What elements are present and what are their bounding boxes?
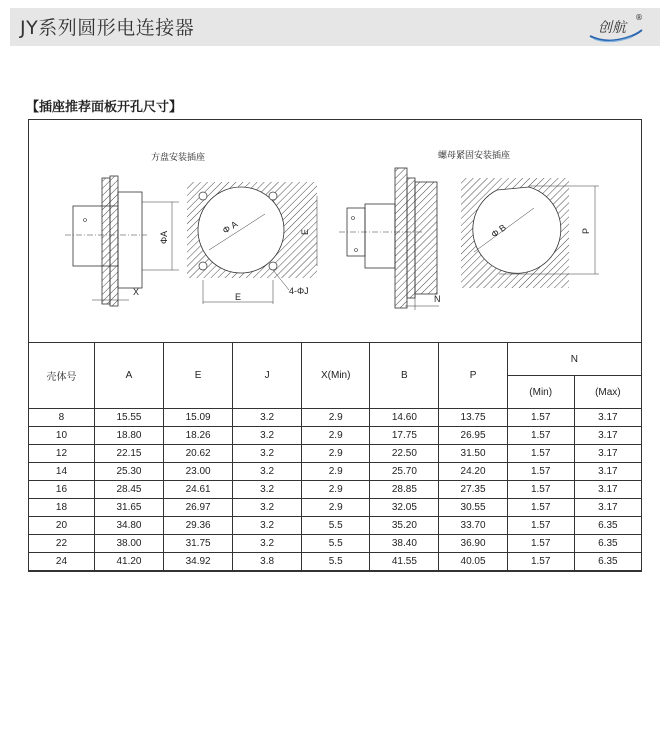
- table-cell: 3.8: [233, 553, 302, 571]
- table-cell: 1.57: [507, 445, 574, 463]
- n-label: N: [434, 294, 441, 304]
- table-cell: 6.35: [574, 517, 641, 535]
- table-cell: 31.50: [439, 445, 507, 463]
- table-cell: 29.36: [164, 517, 233, 535]
- p-label: P: [581, 227, 591, 234]
- table-cell: 1.57: [507, 409, 574, 427]
- table-cell: 1.57: [507, 553, 574, 571]
- table-cell: 1.57: [507, 427, 574, 445]
- table-cell: 28.45: [94, 481, 163, 499]
- table-cell: 2.9: [302, 463, 370, 481]
- table-cell: 1.57: [507, 535, 574, 553]
- table-cell: 33.70: [439, 517, 507, 535]
- table-cell: 23.00: [164, 463, 233, 481]
- table-row: [29, 463, 642, 481]
- header-p: P: [439, 343, 507, 409]
- table-cell: 1.57: [507, 499, 574, 517]
- table-cell: 35.20: [370, 517, 439, 535]
- right-caption: 螺母紧固安装插座: [438, 151, 511, 161]
- table-cell: 40.05: [439, 553, 507, 571]
- table-cell: 3.2: [233, 499, 302, 517]
- table-cell: 3.2: [233, 517, 302, 535]
- table-cell: 41.20: [94, 553, 163, 571]
- table-cell: 16: [29, 481, 95, 499]
- table-cell: 30.55: [439, 499, 507, 517]
- table-cell: 25.70: [370, 463, 439, 481]
- table-cell: 38.00: [94, 535, 163, 553]
- table-cell: 3.17: [574, 409, 641, 427]
- table-cell: 5.5: [302, 535, 370, 553]
- table-row: [29, 445, 642, 463]
- table-cell: 24: [29, 553, 95, 571]
- table-cell: 34.92: [164, 553, 233, 571]
- spec-frame: [28, 119, 642, 572]
- table-cell: 1.57: [507, 517, 574, 535]
- table-cell: 3.17: [574, 499, 641, 517]
- table-cell: 2.9: [302, 427, 370, 445]
- table-cell: 2.9: [302, 481, 370, 499]
- phiB-circle-label: Φ B: [489, 222, 508, 240]
- table-cell: 31.75: [164, 535, 233, 553]
- table-cell: 41.55: [370, 553, 439, 571]
- table-cell: 24.20: [439, 463, 507, 481]
- table-cell: 14: [29, 463, 95, 481]
- table-row: [29, 409, 642, 427]
- header-e: E: [164, 343, 233, 409]
- table-cell: 13.75: [439, 409, 507, 427]
- table-cell: 12: [29, 445, 95, 463]
- table-cell: 5.5: [302, 553, 370, 571]
- table-cell: 22.50: [370, 445, 439, 463]
- table-cell: 24.61: [164, 481, 233, 499]
- table-row: [29, 535, 642, 553]
- table-cell: 3.17: [574, 427, 641, 445]
- table-cell: 36.90: [439, 535, 507, 553]
- header-x-min: X(Min): [302, 343, 370, 409]
- table-row: [29, 481, 642, 499]
- table-cell: 26.97: [164, 499, 233, 517]
- dimension-table: [28, 342, 642, 571]
- table-cell: 1.57: [507, 481, 574, 499]
- table-cell: 15.09: [164, 409, 233, 427]
- table-cell: 6.35: [574, 535, 641, 553]
- table-cell: 17.75: [370, 427, 439, 445]
- table-row: [29, 427, 642, 445]
- header-j: J: [233, 343, 302, 409]
- table-cell: 3.2: [233, 481, 302, 499]
- header-b: B: [370, 343, 439, 409]
- table-cell: 1.57: [507, 463, 574, 481]
- table-cell: 3.2: [233, 427, 302, 445]
- brand-logo: [586, 10, 646, 44]
- table-cell: 14.60: [370, 409, 439, 427]
- table-cell: 27.35: [439, 481, 507, 499]
- jam-nut-receptacle-drawing: [339, 168, 441, 310]
- phiJ-label: 4-ΦJ: [289, 286, 309, 296]
- table-cell: 3.17: [574, 463, 641, 481]
- e-vertical-label: E: [300, 228, 310, 235]
- table-cell: 3.2: [233, 535, 302, 553]
- table-cell: 10: [29, 427, 95, 445]
- table-cell: 15.55: [94, 409, 163, 427]
- table-cell: 18.26: [164, 427, 233, 445]
- table-cell: 32.05: [370, 499, 439, 517]
- phiA-circle-label: Φ A: [220, 218, 240, 236]
- table-body: [29, 409, 642, 571]
- header-n-max: (Max): [574, 376, 641, 409]
- header-a: A: [94, 343, 163, 409]
- table-cell: 38.40: [370, 535, 439, 553]
- x-label: X: [133, 287, 140, 297]
- header-shell: 壳体号: [29, 343, 95, 409]
- table-cell: 20.62: [164, 445, 233, 463]
- table-cell: 28.85: [370, 481, 439, 499]
- left-caption: 方盘安装插座: [151, 153, 206, 163]
- table-cell: 2.9: [302, 409, 370, 427]
- table-cell: 2.9: [302, 445, 370, 463]
- table-cell: 20: [29, 517, 95, 535]
- table-cell: 3.2: [233, 409, 302, 427]
- square-flange-receptacle-drawing: [65, 176, 179, 306]
- table-cell: 5.5: [302, 517, 370, 535]
- phiA-side-label: ΦA: [159, 230, 169, 244]
- table-row: [29, 517, 642, 535]
- table-cell: 22: [29, 535, 95, 553]
- e-horizontal-label: E: [235, 292, 242, 302]
- table-cell: 8: [29, 409, 95, 427]
- page-title: JY系列圆形电连接器: [20, 17, 195, 39]
- table-cell: 22.15: [94, 445, 163, 463]
- table-cell: 31.65: [94, 499, 163, 517]
- panel-cutout-diagram: [29, 120, 641, 342]
- table-row: [29, 499, 642, 517]
- square-panel-cutout: [187, 182, 317, 304]
- table-cell: 3.2: [233, 463, 302, 481]
- table-cell: 3.2: [233, 445, 302, 463]
- page-header: [10, 8, 660, 46]
- table-cell: 3.17: [574, 445, 641, 463]
- table-cell: 6.35: [574, 553, 641, 571]
- header-n-min: (Min): [507, 376, 574, 409]
- table-cell: 2.9: [302, 499, 370, 517]
- table-cell: 3.17: [574, 481, 641, 499]
- flat-panel-cutout: [461, 178, 599, 288]
- section-title: 【插座推荐面板开孔尺寸】: [26, 100, 183, 115]
- table-cell: 34.80: [94, 517, 163, 535]
- header-n: N: [507, 343, 641, 376]
- table-cell: 25.30: [94, 463, 163, 481]
- registered-mark: ®: [635, 13, 643, 22]
- logo-text: 创航: [598, 20, 626, 36]
- table-row: [29, 553, 642, 571]
- table-cell: 26.95: [439, 427, 507, 445]
- table-cell: 18.80: [94, 427, 163, 445]
- table-cell: 18: [29, 499, 95, 517]
